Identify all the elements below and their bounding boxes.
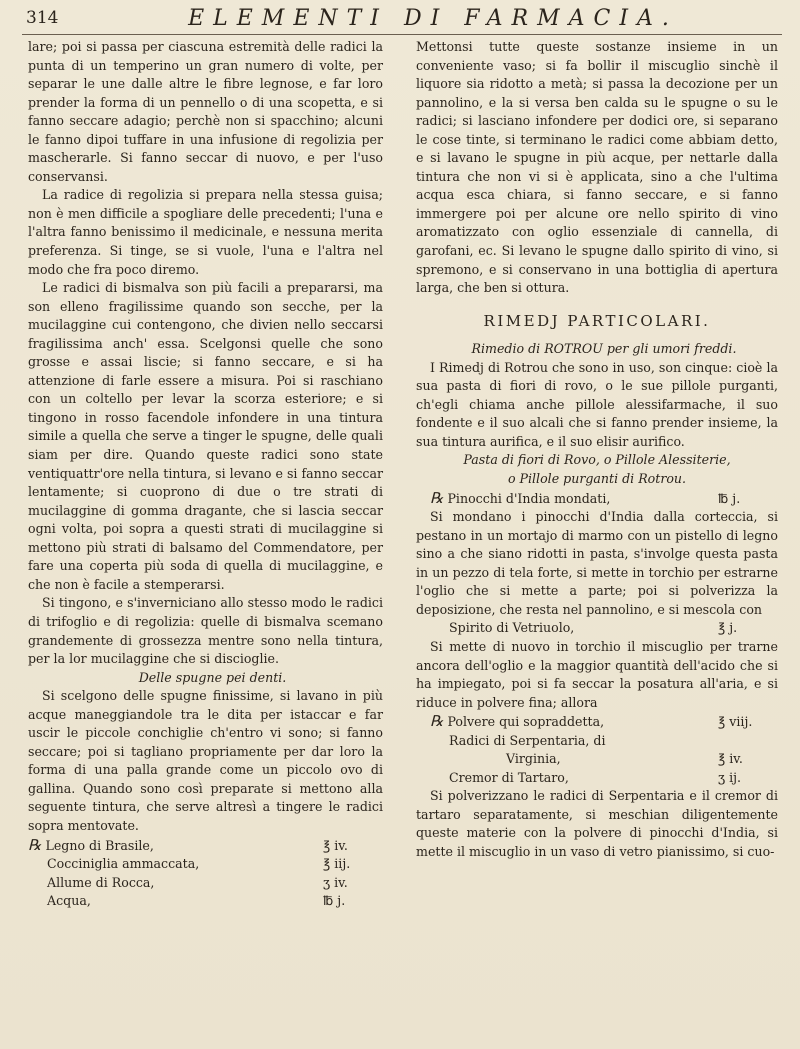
section-heading: RIMEDJ PARTICOLARI. [483,311,711,330]
ingredient-quantity: ℥ j. [718,620,738,636]
paragraph: I Rimedj di Rotrou che sono in uso, son cinque: cioè la sua pasta di fiori di rovo, o le sue pillole purganti, ch'egli chiama anche pillole alessifarmache, il suo fondente e il suo alcali che si fanno prender insieme, la sua tintura aurifica, e il suo elisir aurifico. [416,359,778,449]
ingredient-quantity: ℥ iv. [718,751,743,767]
paragraph: Si tingono, e s'inverniciano allo stesso modo le radici di trifoglio e di regolizia: quelle di bismalva scemano grandemente di grossezza mentre sono nella tintura, per la lor mucilaggine che si discioglie. [28,595,383,667]
ingredient-row [28,855,383,874]
ingredient-name: Cremor di Tartaro, [449,769,569,785]
ingredient-name: Cocciniglia ammaccata, [47,856,200,872]
recipe-title-line-2: o Pillole purganti di Rotrou. [507,471,687,487]
recipe-symbol: ℞ [28,835,42,854]
paragraph: Si mette di nuovo in torchio il miscuglio per trarne ancora dell'oglio e la maggior quantità dell'acido che si ha impiegato, poi si fa seccar la posatura all'aria, e si riduce in polvere fina; allora [416,638,778,710]
ingredient-row [28,892,383,911]
ingredient-quantity: ℔ j. [718,490,741,506]
ingredient-row [416,732,778,751]
ingredient-name: Spirito di Vetriuolo, [449,620,575,636]
paragraph: La radice di regolizia si prepara nella stessa guisa; non è men difficile a spogliare delle precedenti; l'una e l'altra fanno benissimo il medicinale, e nessuna merita preferenza. Si tinge, se si vuole, l'una e l'altra nel modo che fra poco diremo. [28,187,383,277]
ingredient-name: Legno di Brasile, [45,837,154,853]
ingredient-row [416,619,778,638]
recipe-symbol: ℞ [430,488,444,507]
ingredient-name: Virginia, [506,751,561,767]
ingredient-quantity: ℥ viij. [718,714,753,730]
recipe-title: Pasta di fiori di Rovo, o Pillole Alessiterie, [463,452,731,468]
ingredient-quantity: ʒ iv. [323,874,348,890]
ingredient-row [416,712,778,732]
ingredient-list [416,712,778,787]
paragraph: Si scelgono delle spugne finissime, si lavano in più acque maneggiandole tra le dita per istaccar e far uscir le piccole conchiglie ch'entro vi sono; si fanno seccare; poi si tagliano propriamente per dar loro la forma di una palla grande come un piccolo ovo di gallina. Quando sono così preparate si mettono alla seguente tintura, che serve altresì a tingere le radici sopra mentovate. [28,688,383,833]
ingredient-name: Pinocchi d'India mondati, [447,490,611,506]
ingredient-row [416,750,778,769]
ingredient-row [416,489,778,509]
subheading-sponges: Delle spugne pei denti. [138,669,287,685]
ingredient-quantity: ʒ ij. [718,769,742,785]
ingredient-name: Radici di Serpentaria, di [449,732,606,748]
recipe-symbol: ℞ [430,712,444,731]
ingredient-quantity: ℥ iv. [323,837,348,853]
paragraph: lare; poi si passa per ciascuna estremità delle radici la punta di un temperino un gran numero di volte, per separar le une dalle altre le fibre legnose, e far loro prender la forma di un pennello o di una scopetta, e si fanno seccare adagio; perchè non si spacchino; alcuni le fanno dipoi tuffare in una infusione di regolizia per mascherarle. Si fanno seccar di nuovo, e per l'uso conservansi. [28,39,383,184]
ingredient-row [28,836,383,856]
ingredient-quantity: ℥ iij. [323,856,351,872]
section-subheading: Rimedio di ROTROU per gli umori freddi. [471,341,737,357]
paragraph: Si mondano i pinocchi d'India dalla corteccia, si pestano in un mortajo di marmo con un pistello di legno sino a che siano ridotti in pasta, s'involge questa pasta in un pezzo di tela forte, si mette in torchio per estrarne l'oglio che si mette a parte; poi si polverizza la deposizione, che resta nel pannolino, e si mescola con [416,509,778,617]
ingredient-name: Acqua, [47,893,91,909]
ingredient-row [28,874,383,893]
ingredient-row [416,769,778,788]
paragraph: Le radici di bismalva son più facili a prepararsi, ma son elleno fragilissime quando son secche, per la mucilaggine cui contengono, che divien nello seccarsi fragilissima anch' essa. Scelgonsi quelle che sono grosse e assai liscie; si fanno seccare, e si ha attenzione di farle essere a misura. Poi si raschiano con un coltello per levar la scorza esteriore; e si tingono in rosso facendole infondere in una tintura simile a quella che serve a tinger le spugne, delle quali siam per dire. Quando queste radici sono state ventiquattr'ore nella tintura, si levano e si fanno seccar lentamente; si cuoprono di due o tre strati di mucilaggine di gomma dragante, che si lascia seccar ogni volta, poi sopra a questi strati di mucilaggine si mettono più strati di balsamo del Commendatore, per fare una coperta più soda di quella di mucilaggine, e che non è facile a stemperarsi. [28,280,383,592]
right-column [416,38,778,862]
ingredient-list [28,836,383,911]
paragraph: Mettonsi tutte queste sostanze insieme in un conveniente vaso; si fa bollir il miscuglio sinchè il liquore sia ridotto a metà; si passa la decozione per un pannolino, e la si versa ben calda su le spugne o su le radici; si lasciano infondere per dodici ore, si separano le cose tinte, si terminano le radici come abbiam detto, e si lavano le spugne in più acque, per nettarle dalla tintura che non vi si è applicata, sino a che l'ultima acqua esca chiara, si fanno seccare, e si fanno immergere poi per alcune ore nello spirito di vino aromatizzato con oglio essenziale di cannella, di garofani, ec. Si levano le spugne dallo spirito di vino, si spremono, e si conservano in una bottiglia di apertura larga, che ben si ottura. [416,39,778,296]
running-head [22,6,782,35]
ingredient-name: Polvere qui sopraddetta, [447,714,605,730]
running-title: ELEMENTI DI FARMACIA. [188,6,678,31]
left-column [28,38,383,911]
page-number: 314 [26,8,59,28]
ingredient-name: Allume di Rocca, [47,874,155,890]
ingredient-quantity: ℔ j. [323,893,346,909]
paragraph: Si polverizzano le radici di Serpentaria e il cremor di tartaro separatamente, si meschian diligentemente queste materie con la polvere di pinocchi d'India, si mette il miscuglio in un vaso di vetro pianissimo, si cuo- [416,788,778,859]
